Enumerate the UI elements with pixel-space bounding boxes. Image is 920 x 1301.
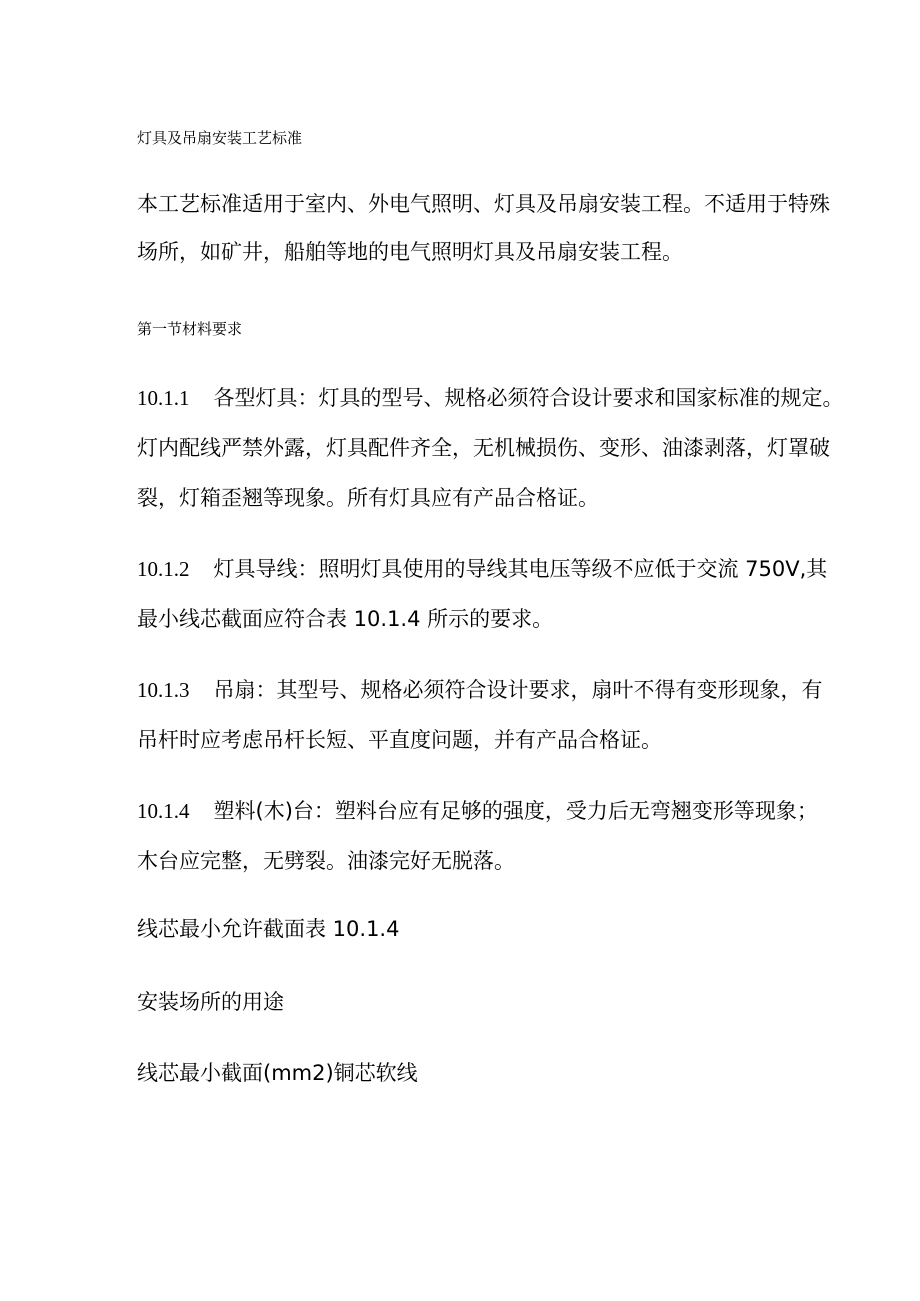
intro-line-2: 场所，如矿井，船舶等地的电气照明灯具及吊扇安装工程。 — [137, 240, 683, 264]
item-10-1-2-first-line — [137, 553, 827, 583]
item-10-1-4-first-line — [137, 795, 818, 825]
table-header-usage: 安装场所的用途 — [137, 990, 284, 1014]
item-10-1-3-line-2: 吊杆时应考虑吊杆长短、平直度问题，并有产品合格证。 — [137, 728, 662, 752]
item-number: 10.1.3 — [137, 678, 190, 702]
item-10-1-1-line-3: 裂，灯箱歪翘等现象。所有灯具应有产品合格证。 — [137, 486, 599, 510]
item-number: 10.1.1 — [137, 386, 190, 410]
section-heading: 第一节材料要求 — [137, 320, 243, 338]
intro-line-1: 本工艺标准适用于室内、外电气照明、灯具及吊扇安装工程。不适用于特殊 — [137, 192, 830, 216]
item-text: 塑料(木)台：塑料台应有足够的强度，受力后无弯翘变形等现象； — [213, 799, 818, 823]
item-text: 各型灯具：灯具的型号、规格必须符合设计要求和国家标准的规定。 — [213, 386, 844, 410]
item-number: 10.1.2 — [137, 557, 190, 581]
item-text: 吊扇：其型号、规格必须符合设计要求，扇叶不得有变形现象，有 — [213, 678, 823, 702]
item-10-1-1-first-line — [137, 382, 844, 412]
table-header-min-section: 线芯最小截面(mm2)铜芯软线 — [137, 1061, 418, 1085]
item-10-1-4-line-2: 木台应完整，无劈裂。油漆完好无脱落。 — [137, 849, 515, 873]
item-10-1-2-line-2: 最小线芯截面应符合表 10.1.4 所示的要求。 — [137, 607, 554, 631]
item-10-1-3-first-line — [137, 674, 823, 704]
item-text: 灯具导线：照明灯具使用的导线其电压等级不应低于交流 750V,其 — [213, 557, 828, 581]
table-title: 线芯最小允许截面表 10.1.4 — [137, 917, 400, 941]
item-number: 10.1.4 — [137, 799, 190, 823]
document-title: 灯具及吊扇安装工艺标准 — [137, 129, 303, 147]
item-10-1-1-line-2: 灯内配线严禁外露，灯具配件齐全，无机械损伤、变形、油漆剥落，灯罩破 — [137, 436, 830, 460]
